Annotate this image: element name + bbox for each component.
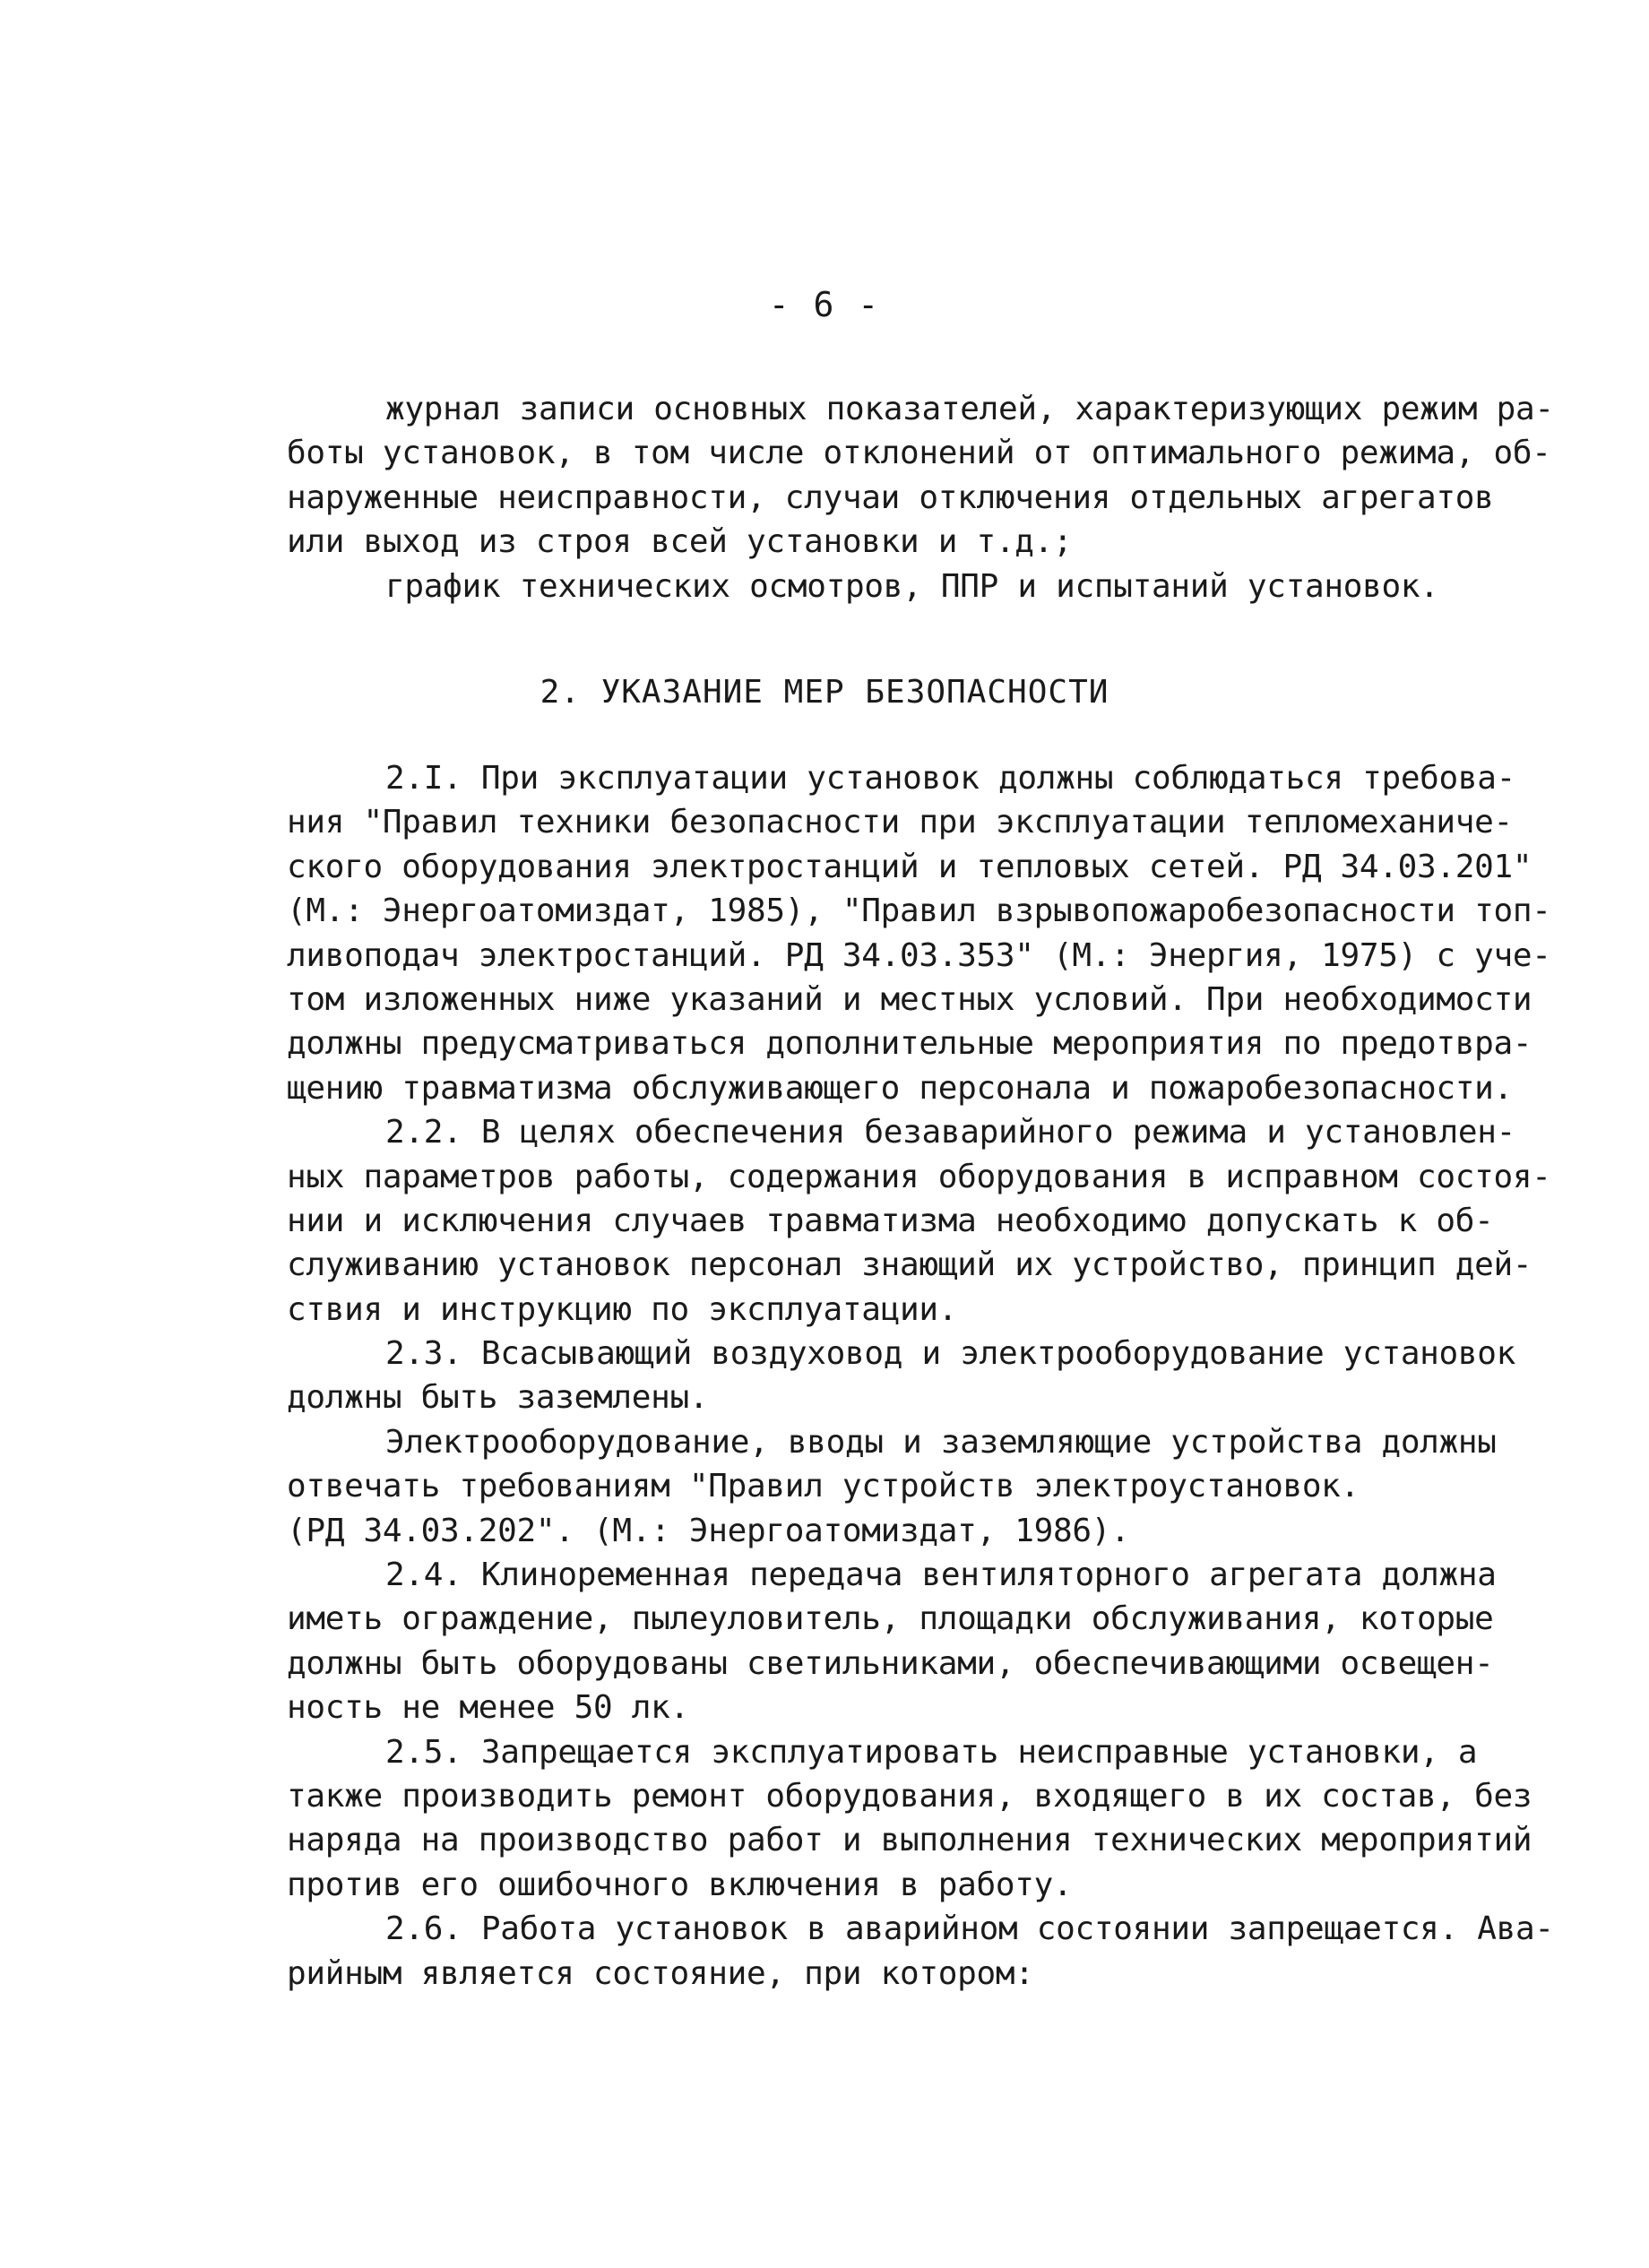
page-number: - 6 - [768, 285, 881, 324]
text-line: должны предусматриваться дополнительные мероприятия по предотвра- [287, 1025, 1532, 1063]
text-line: ность не менее 50 лк. [287, 1689, 689, 1727]
text-line: 2.5. Запрещается эксплуатировать неисправные установки, а [385, 1733, 1478, 1771]
text-line: ского оборудования электростанций и тепловых сетей. РД 34.03.201" [287, 848, 1532, 885]
text-line: отвечать требованиям "Правил устройств электроустановок. [287, 1468, 1360, 1505]
text-line: должны быть заземлены. [287, 1379, 709, 1417]
text-line: иметь ограждение, пылеуловитель, площадки обслуживания, которые [287, 1600, 1494, 1638]
text-line: наряда на производство работ и выполнения технических мероприятий [287, 1822, 1532, 1859]
text-line: том изложенных ниже указаний и местных условий. При необходимости [287, 980, 1532, 1018]
text-line: ствия и инструкцию по эксплуатации. [287, 1290, 958, 1328]
text-line: также производить ремонт оборудования, входящего в их состав, без [287, 1777, 1532, 1815]
text-line: Электрооборудование, вводы и заземляющие устройства должны [385, 1423, 1497, 1461]
text-line: щению травматизма обслуживающего персонала и пожаробезопасности. [287, 1069, 1513, 1107]
text-line: график технических осмотров, ППР и испытаний установок. [385, 567, 1439, 605]
text-line: ных параметров работы, содержания оборудования в исправном состоя- [287, 1158, 1551, 1195]
text-line: служиванию установок персонал знающий их устройство, принцип дей- [287, 1246, 1532, 1284]
intro-text [287, 387, 1554, 608]
text-line: журнал записи основных показателей, характеризующих режим ра- [385, 391, 1554, 427]
text-line: (М.: Энергоатомиздат, 1985), "Правил взрывопожаробезопасности топ- [287, 893, 1551, 930]
text-line: ния "Правил техники безопасности при эксплуатации тепломеханиче- [287, 804, 1513, 841]
text-line: 2.3. Всасывающий воздуховод и электрооборудование установок [385, 1335, 1516, 1373]
text-line: боты установок, в том числе отклонений от оптимального режима, об- [287, 435, 1551, 472]
section-heading: 2. УКАЗАНИЕ МЕР БЕЗОПАСНОСТИ [540, 674, 1109, 711]
text-line: нии и исключения случаев травматизма необходимо допускать к об- [287, 1202, 1494, 1239]
text-line: 2.4. Клиноременная передача вентиляторного агрегата должна [385, 1557, 1497, 1594]
text-line: (РД 34.03.202". (М.: Энергоатомиздат, 1986). [287, 1512, 1130, 1549]
text-line: против его ошибочного включения в работу. [287, 1866, 1073, 1903]
text-line: 2.2. В целях обеспечения безаварийного режима и установлен- [385, 1114, 1516, 1151]
text-line: наруженные неисправности, случаи отключения отдельных агрегатов [287, 479, 1494, 516]
text-line: или выход из строя всей установки и т.д.; [287, 523, 1073, 561]
text-line: ливоподач электростанций. РД 34.03.353" (М.: Энергия, 1975) с уче- [287, 936, 1551, 974]
text-line: 2.6. Работа установок в аварийном состоянии запрещается. Ава- [385, 1910, 1554, 1948]
text-line: 2.I. При эксплуатации установок должны соблюдаться требова- [385, 760, 1516, 797]
section-body [287, 756, 1554, 1996]
text-line: рийным является состояние, при котором: [287, 1954, 1034, 1992]
text-line: должны быть оборудованы светильниками, обеспечивающими освещен- [287, 1644, 1494, 1682]
